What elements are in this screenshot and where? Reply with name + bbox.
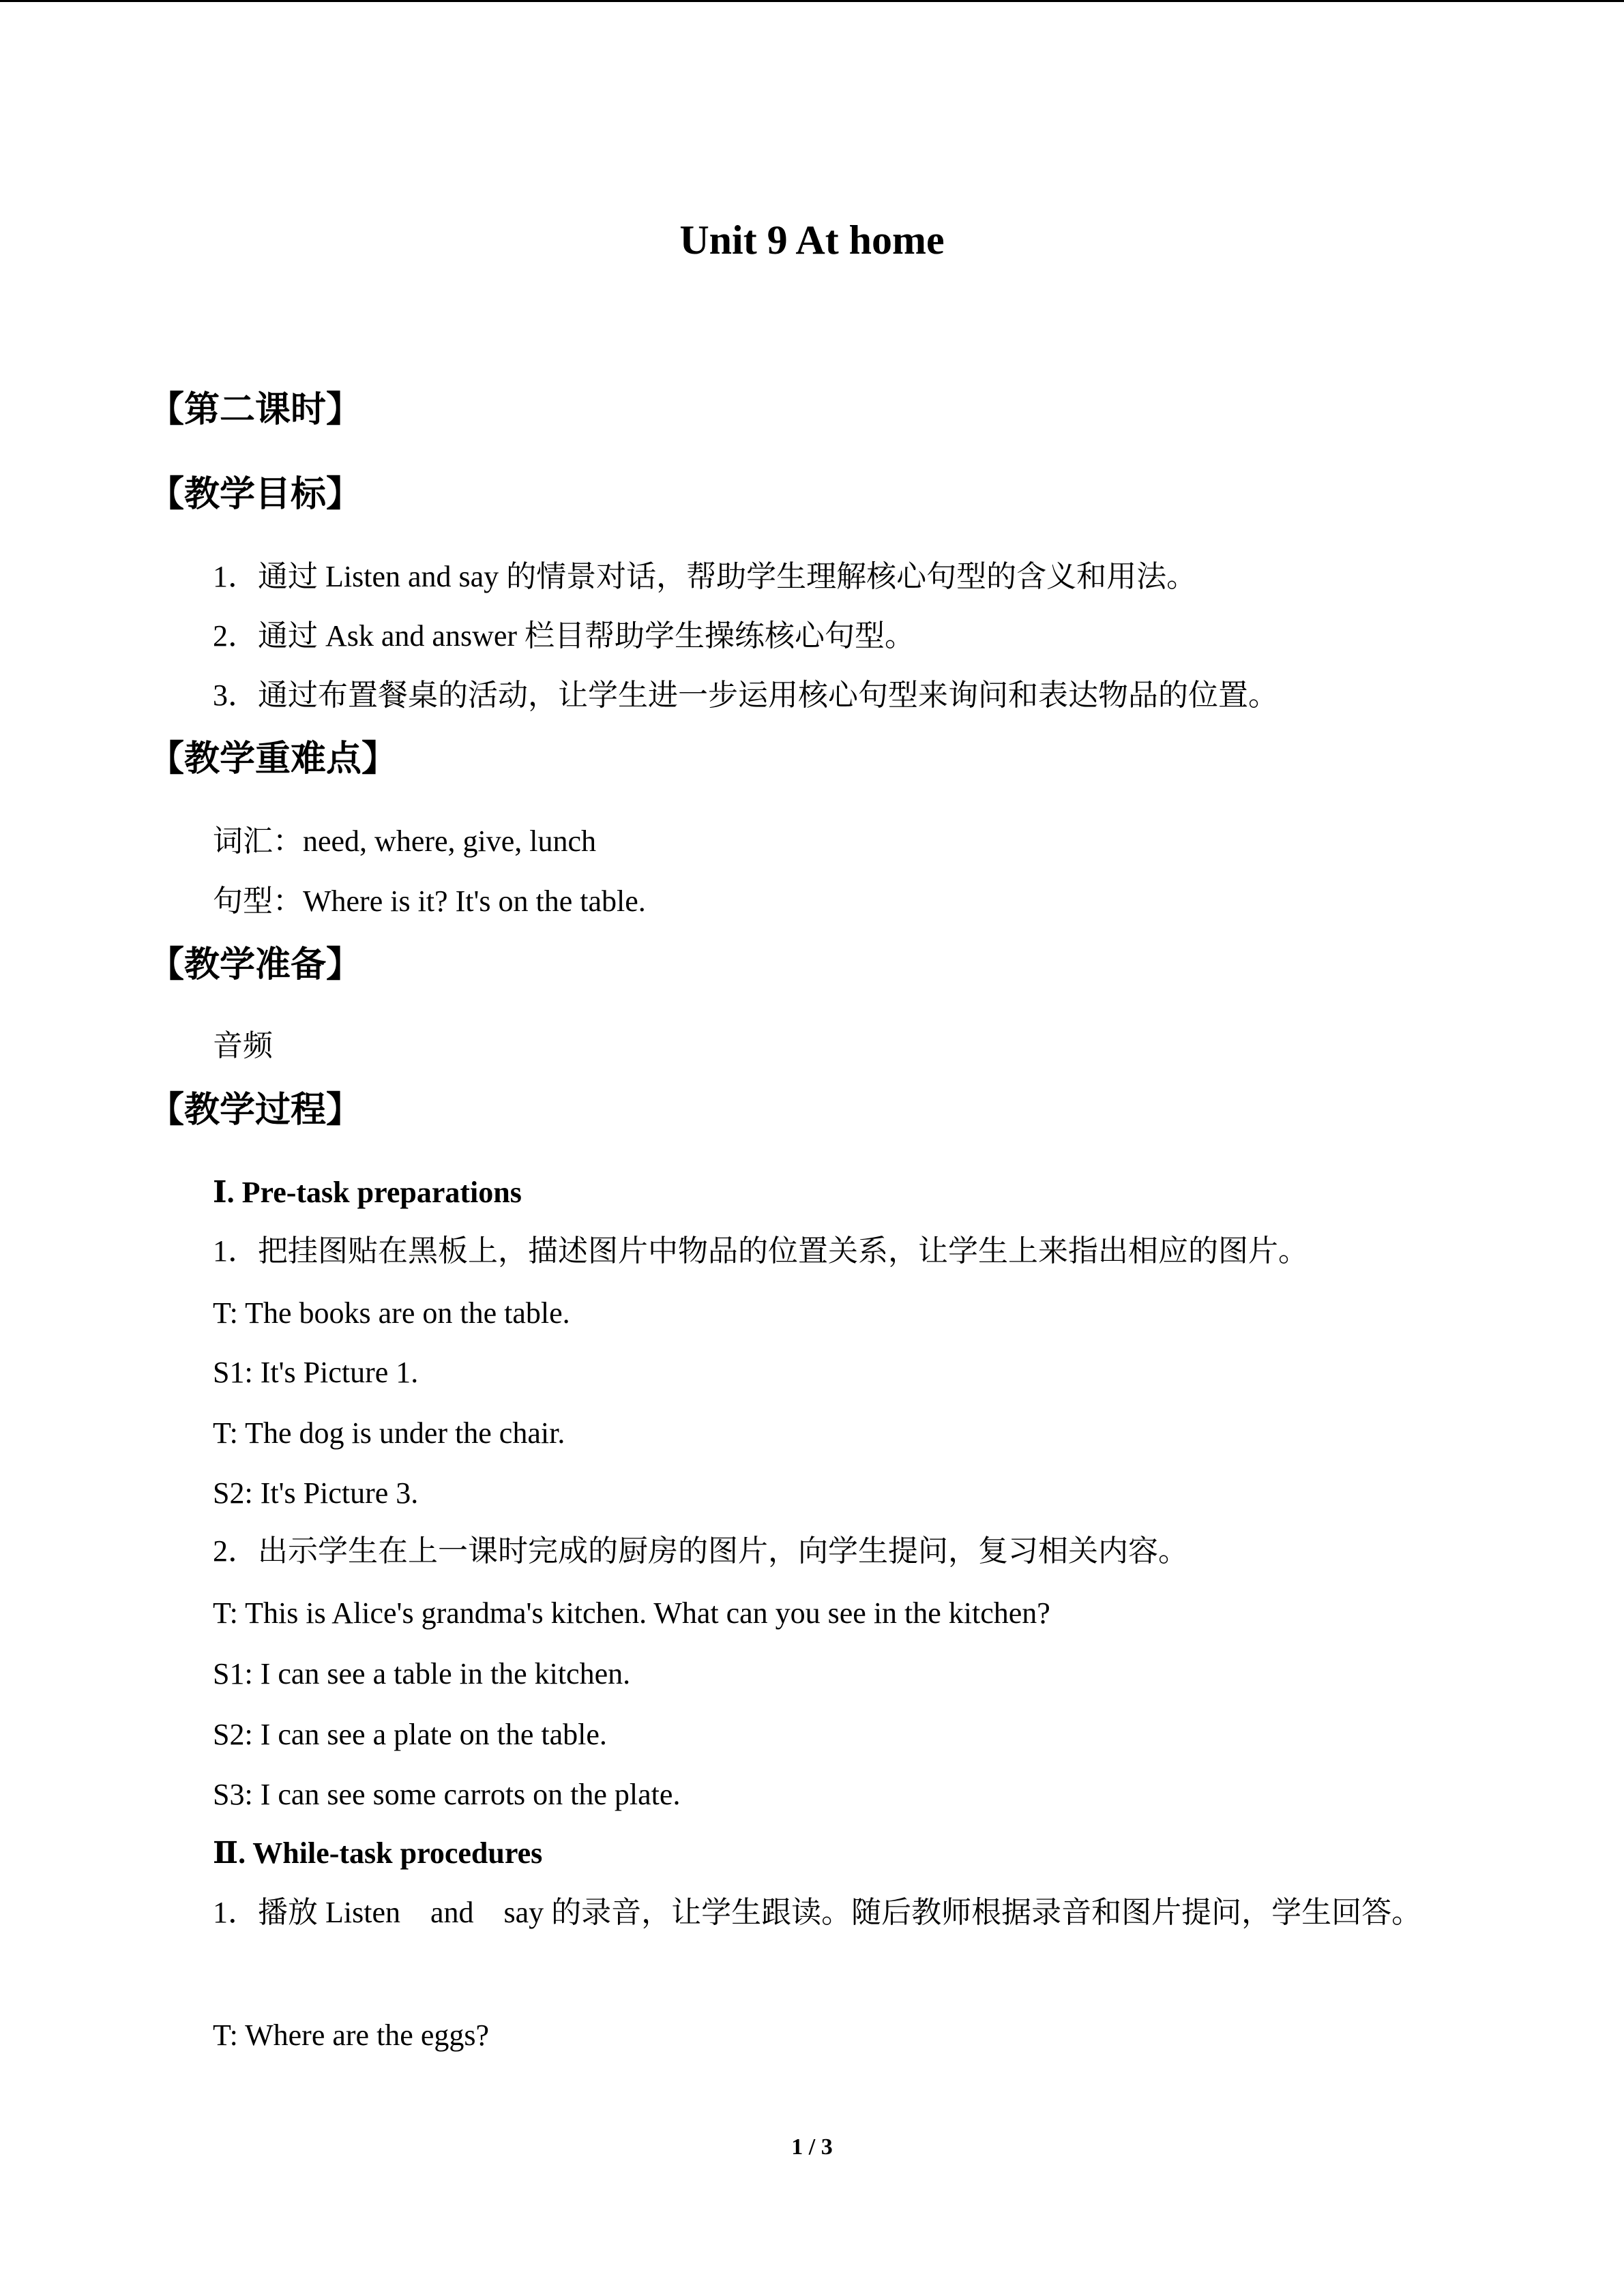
heading-period: 【第二课时】 [149,389,362,430]
dialog-line: T: Where are the eggs? [213,2018,490,2052]
key-vocabulary: 词汇：need, where, give, lunch [213,824,597,858]
dialog-line: S1: It's Picture 1. [213,1356,419,1389]
preparation-text: 音频 [213,1029,273,1062]
dialog-line: S2: I can see a plate on the table. [213,1718,607,1751]
document-title: Unit 9 At home [679,218,945,263]
dialog-line: T: The dog is under the chair. [213,1416,565,1450]
dialog-line: T: This is Alice's grandma's kitchen. What can you see in the kitchen? [213,1596,1050,1630]
pre-task-step-2: 2．出示学生在上一课时完成的厨房的图片，向学生提问，复习相关内容。 [213,1534,1188,1568]
heading-process: 【教学过程】 [149,1090,362,1131]
pre-task-heading: Ⅰ. Pre-task preparations [213,1176,522,1209]
objective-1: 1．通过 Listen and say 的情景对话，帮助学生理解核心句型的含义和用法。 [213,560,1197,593]
key-sentence: 句型：Where is it? It's on the table. [213,884,646,918]
top-border-rule [0,0,1624,2]
dialog-line: S1: I can see a table in the kitchen. [213,1657,631,1690]
page-number: 1 / 3 [791,2134,833,2160]
dialog-line: T: The books are on the table. [213,1296,570,1330]
while-task-step-1: 1．播放 Listen and say 的录音，让学生跟读。随后教师根据录音和图片提问，学生回答。 [213,1896,1422,1929]
objective-2: 2．通过 Ask and answer 栏目帮助学生操练核心句型。 [213,619,915,653]
heading-key-points: 【教学重难点】 [149,739,398,779]
dialog-line: S2: It's Picture 3. [213,1476,419,1510]
objective-3: 3．通过布置餐桌的活动，让学生进一步运用核心句型来询问和表达物品的位置。 [213,679,1278,712]
heading-preparation: 【教学准备】 [149,944,362,985]
heading-objectives: 【教学目标】 [149,474,362,515]
pre-task-step-1: 1．把挂图贴在黑板上，描述图片中物品的位置关系，让学生上来指出相应的图片。 [213,1234,1308,1268]
dialog-line: S3: I can see some carrots on the plate. [213,1778,681,1811]
while-task-heading: Ⅱ. While-task procedures [213,1836,543,1870]
